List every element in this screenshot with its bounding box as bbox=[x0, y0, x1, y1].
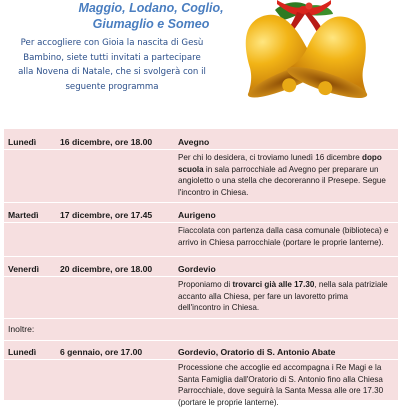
berry-icon bbox=[306, 3, 313, 10]
row-separator bbox=[4, 128, 398, 129]
header-title: Maggio, Lodano, Coglio, Giumaglio e Someo bbox=[78, 1, 224, 31]
description-run: Processione che accoglie ed accompagna i Re Magi e la Santa Famiglia dall'Oratorio di S. Antonio fino alla Chiesa Parrocchiale, dove seguirà la Santa Messa alle ore 17.30 (portare le proprie lanterne). bbox=[178, 363, 384, 407]
description-run: Proponiamo di bbox=[178, 280, 233, 289]
row-separator bbox=[4, 340, 398, 341]
row-day: Lunedì bbox=[8, 137, 37, 147]
row-date: 16 dicembre, ore 18.00 bbox=[60, 137, 153, 147]
description-bold-run: trovarci già alle 17.30 bbox=[232, 280, 315, 289]
description-bold-run: dopo scuola bbox=[178, 153, 382, 174]
row-date: 17 dicembre, ore 17.45 bbox=[60, 210, 153, 220]
row-separator bbox=[4, 318, 398, 319]
row-description bbox=[178, 362, 392, 408]
row-day: Martedì bbox=[8, 210, 39, 220]
row-place: Gordevio, Oratorio di S. Antonio Abate bbox=[178, 347, 336, 357]
row-description bbox=[178, 225, 392, 248]
description-run: Fiaccolata con partenza dalla casa comunale (biblioteca) e arrivo in Chiesa parrocchiale (portare le proprie lanterne). bbox=[178, 226, 389, 247]
description-run: in sala parrocchiale ad Avegno per preparare un angioletto o una stella che decoreranno il Presepe. Segue l'incontro in Chiesa. bbox=[178, 164, 386, 197]
row-date: 6 gennaio, ore 17.00 bbox=[60, 347, 143, 357]
row-description bbox=[178, 152, 392, 198]
row-separator bbox=[4, 202, 398, 203]
row-day: Lunedì bbox=[8, 347, 37, 357]
row-place: Gordevio bbox=[178, 264, 216, 274]
row-separator bbox=[4, 149, 398, 150]
row-separator bbox=[4, 359, 398, 360]
description-run: Per chi lo desidera, ci troviamo lunedì 16 dicembre bbox=[178, 153, 362, 162]
christmas-bells-icon bbox=[205, 0, 380, 100]
row-separator bbox=[4, 222, 398, 223]
inoltre-label: Inoltre: bbox=[8, 324, 35, 334]
intro-text: Per accogliere con Gioia la nascita di Gesù Bambino, siete tutti invitati a partecipare alla Novena di Natale, che si svolgerà con il seguente programma bbox=[18, 38, 206, 92]
row-place: Aurigeno bbox=[178, 210, 216, 220]
description-run: , nella sala patriziale accanto alla Chiesa, per fare un lavoretto prima dell'incontro in Chiesa. bbox=[178, 280, 388, 313]
row-separator bbox=[4, 256, 398, 257]
row-place: Avegno bbox=[178, 137, 210, 147]
row-date: 20 dicembre, ore 18.00 bbox=[60, 264, 153, 274]
row-day: Venerdì bbox=[8, 264, 40, 274]
schedule-table bbox=[4, 128, 398, 407]
row-separator bbox=[4, 276, 398, 277]
row-description bbox=[178, 279, 392, 314]
